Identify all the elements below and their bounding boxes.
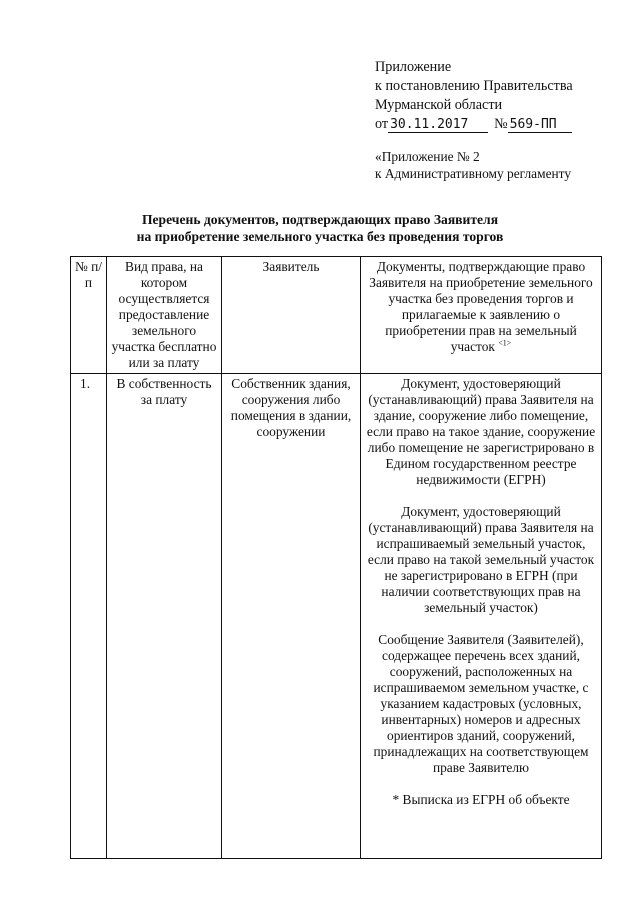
row-num: 1. xyxy=(71,374,107,859)
header-documents xyxy=(361,257,602,374)
appendix-date-line xyxy=(375,115,573,134)
row-right-type: В собственность за плату xyxy=(107,374,222,859)
header-num: № п/п xyxy=(71,257,107,374)
table-header-row xyxy=(71,257,602,374)
header-applicant: Заявитель xyxy=(222,257,361,374)
row-documents xyxy=(361,374,602,859)
title-line-2: на приобретение земельного участка без проведения торгов xyxy=(136,229,504,244)
decree-number: 569-ПП xyxy=(508,117,572,133)
footnote-marker: <1> xyxy=(498,338,512,348)
document-title xyxy=(0,211,640,245)
regulation-line-2: к Административному регламенту xyxy=(375,166,572,181)
header-right-type: Вид права, на котором осуществляется предоставление земельного участка бесплатно или за плату xyxy=(107,257,222,374)
header-documents-text: Документы, подтверждающие право Заявителя на приобретение земельного участка без проведения торгов и прилагаемые к заявлению о приобретении прав на земельный участок xyxy=(369,259,593,354)
appendix-header xyxy=(375,58,573,134)
date-prefix: от xyxy=(375,116,389,132)
appendix-line-1: Приложение xyxy=(375,59,452,75)
row-applicant: Собственник здания, сооружения либо помещения в здании, сооружении xyxy=(222,374,361,859)
document-item: Документ, удостоверяющий (устанавливающий) права Заявителя на испрашиваемый земельный участок, если право на такой земельный участок не зарегистрировано в ЕГРН (при наличии соответствующих прав на земельный участок) xyxy=(367,504,595,615)
document-item: Сообщение Заявителя (Заявителей), содержащее перечень всех зданий, сооружений, расположенных на испрашиваемом земельном участке, с указанием кадастровых (условных, инвентарных) номеров и адресных ориентиров зданий, сооружений, принадлежащих на соответствующем праве Заявителю xyxy=(373,632,589,775)
documents-table xyxy=(70,256,602,859)
number-prefix: № xyxy=(494,116,508,132)
regulation-header xyxy=(375,148,571,182)
appendix-line-3: Мурманской области xyxy=(375,97,503,113)
document-item: Документ, удостоверяющий (устанавливающий) права Заявителя на здание, сооружение либо помещение, если право на такое здание, сооружение либо помещение не зарегистрировано в Едином государственном реестре недвижимости (ЕГРН) xyxy=(366,376,596,487)
title-line-1: Перечень документов, подтверждающих право Заявителя xyxy=(141,212,499,227)
document-item: * Выписка из ЕГРН об объекте xyxy=(392,792,570,807)
decree-date: 30.11.2017 xyxy=(388,117,488,133)
regulation-line-1: «Приложение № 2 xyxy=(375,149,480,164)
table-row xyxy=(71,374,602,859)
appendix-line-2: к постановлению Правительства xyxy=(375,78,573,94)
